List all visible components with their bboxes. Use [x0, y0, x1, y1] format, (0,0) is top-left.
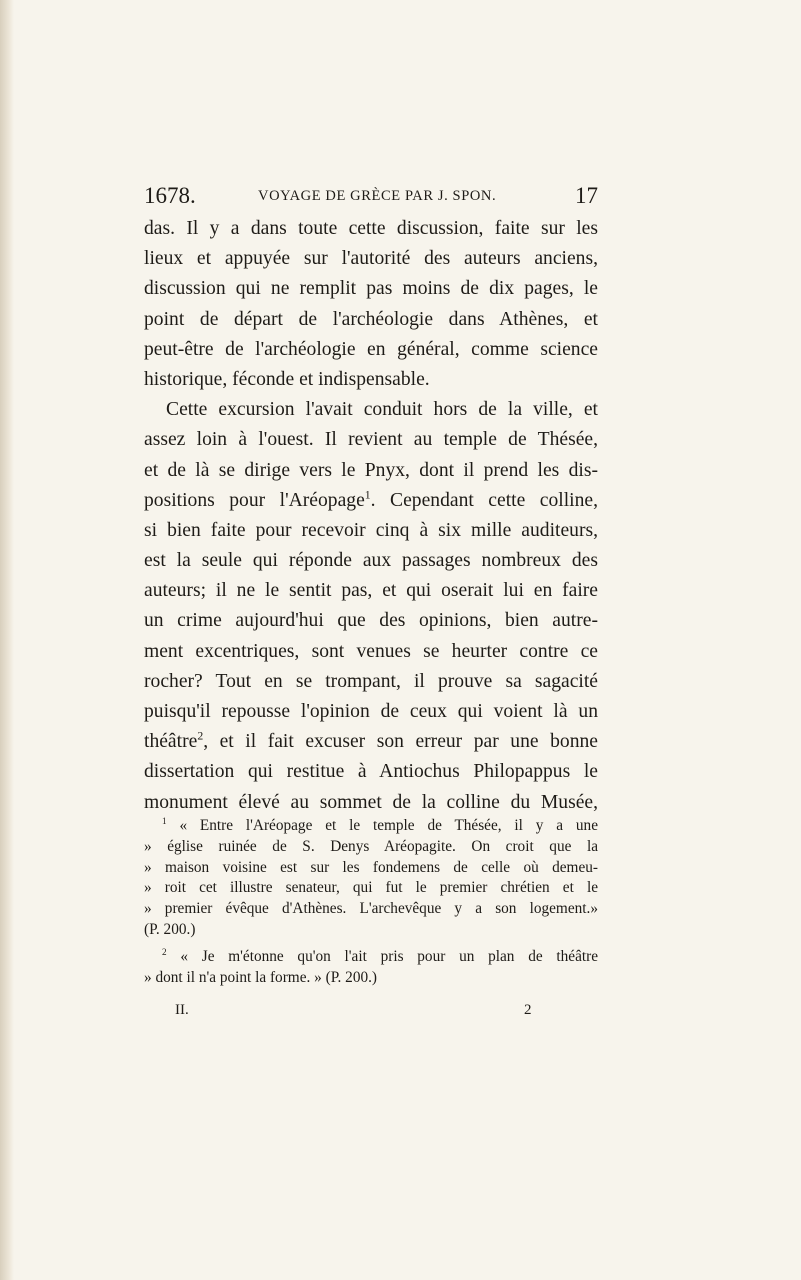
- text-line: un crime aujourd'hui que des opinions, bien autre-: [144, 610, 598, 632]
- footnote-1-line: » roit cet illustre senateur, qui fut le premier chrétien et le: [144, 879, 598, 897]
- text-line: rocher? Tout en se trompant, il prouve sa sagacité: [144, 670, 598, 692]
- footnote-1-line: (P. 200.): [144, 920, 196, 938]
- footnote-1-line: » maison voisine est sur les fondemens de celle où demeu-: [144, 858, 598, 876]
- text-line: Cette excursion l'avait conduit hors de la ville, et: [166, 399, 598, 421]
- header-year: 1678.: [144, 183, 196, 208]
- text-line: dissertation qui restitue à Antiochus Philopappus le: [144, 761, 598, 783]
- text-fragment: . Cependant cette colline,: [370, 489, 598, 511]
- text-line: historique, féconde et indispensable.: [144, 368, 430, 390]
- text-line: peut-être de l'archéologie en général, comme science: [144, 338, 598, 360]
- text-line: puisqu'il repousse l'opinion de ceux qui voient là un: [144, 701, 598, 722]
- text-line: lieux et appuyée sur l'autorité des auteurs anciens,: [144, 248, 598, 270]
- footnote-2-line: » dont il n'a point la forme. » (P. 200.): [144, 968, 378, 986]
- footnote-1-line: » église ruinée de S. Denys Aréopagite. On croit que la: [144, 837, 598, 855]
- text-line: si bien faite pour recevoir cinq à six mille auditeurs,: [144, 519, 598, 541]
- text-line: auteurs; il ne le sentit pas, et qui oserait lui en faire: [144, 580, 598, 602]
- page-edge: [0, 0, 14, 1280]
- text-line-with-note: [144, 486, 598, 516]
- text-fragment: théâtre: [144, 731, 198, 753]
- page-number: 17: [575, 183, 598, 208]
- note-marker-2: 2: [197, 729, 204, 743]
- running-title: VOYAGE DE GRÈCE PAR J. SPON.: [258, 188, 497, 204]
- footnote-1-line: » premier évêque d'Athènes. L'archevêque y a son logement.»: [144, 900, 598, 918]
- text-fragment: , et il fait excuser son erreur par une bonne: [203, 731, 598, 753]
- footnotes: [144, 816, 598, 988]
- running-header: [144, 183, 598, 209]
- signature-volume: II.: [175, 1002, 189, 1018]
- text-line-with-note: [144, 727, 598, 757]
- footnote-2-line: $^2$ « Je m'étonne qu'on l'ait pris pour un plan de théâtre: [162, 946, 599, 965]
- text-line: et de là se dirige vers le Pnyx, dont il prend les dis-: [144, 459, 598, 481]
- footnote-marker-2: 2: [162, 946, 167, 957]
- text-line: das. Il y a dans toute cette discussion, faite sur les: [144, 218, 598, 239]
- text-line: assez loin à l'ouest. Il revient au temple de Thésée,: [144, 429, 598, 451]
- text-line: discussion qui ne remplit pas moins de dix pages, le: [144, 278, 598, 300]
- main-text: [144, 214, 598, 818]
- text-line: est la seule qui réponde aux passages nombreux des: [144, 550, 598, 572]
- signature-sheet: 2: [524, 1002, 532, 1018]
- footnote-1-line: $^1$ « Entre l'Aréopage et le temple de Thésée, il y a une: [162, 815, 598, 834]
- text-fragment: positions pour l'Aréopage: [144, 489, 365, 511]
- text-line: ment excentriques, sont venues se heurter contre ce: [144, 640, 598, 662]
- footnote-marker-1: 1: [162, 815, 167, 826]
- text-line: monument élevé au sommet de la colline du Musée,: [144, 791, 598, 813]
- note-marker-1: 1: [364, 488, 371, 502]
- text-line: point de départ de l'archéologie dans Athènes, et: [144, 308, 598, 330]
